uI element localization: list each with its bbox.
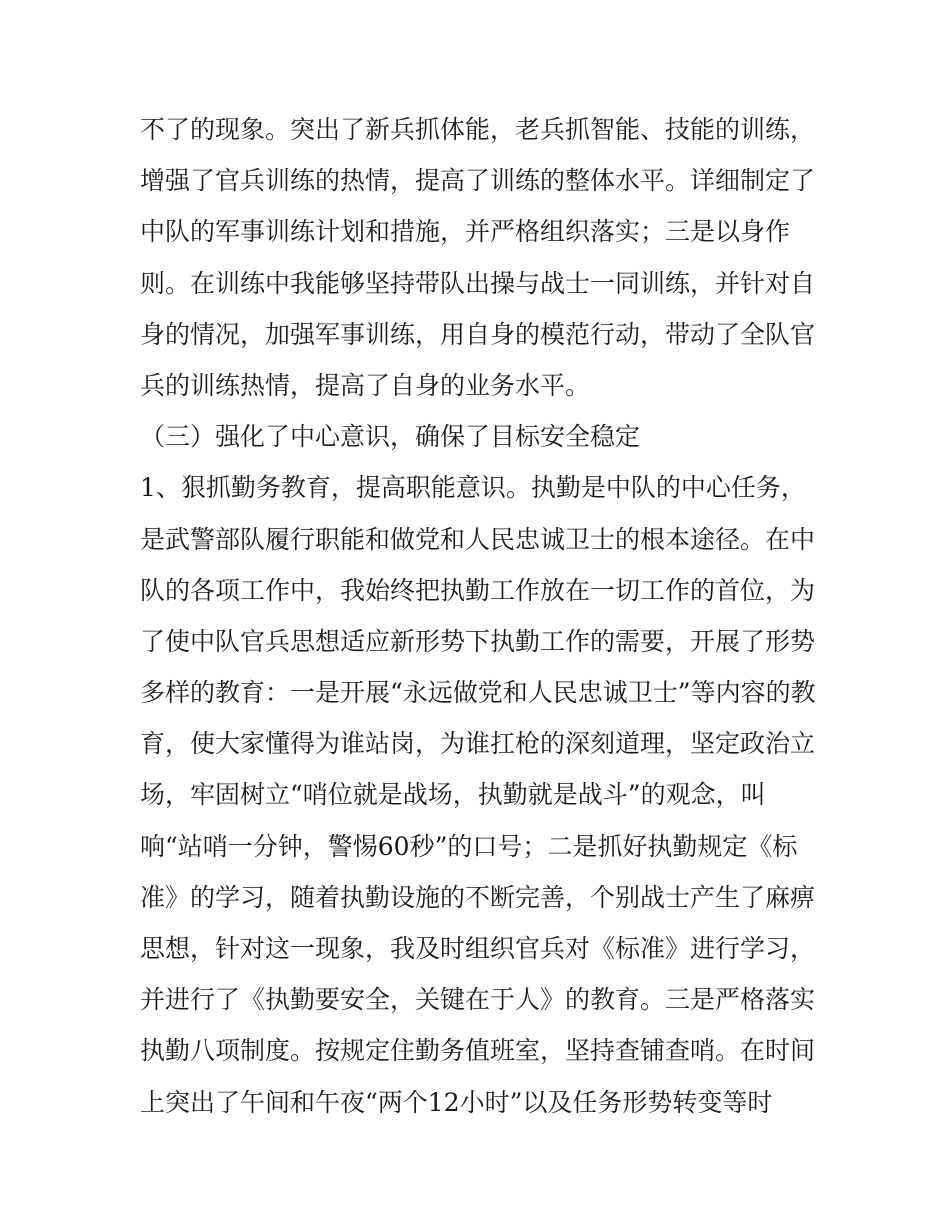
text-line: 中队的军事训练计划和措施，并严格组织落实；三是以身作: [140, 217, 791, 247]
text-line: 思想，针对这一现象，我及时组织官兵对《标准》进行学习，: [140, 934, 816, 963]
document-body: [140, 104, 820, 1128]
text-line: 则。在训练中我能够坚持带队出操与战士一同训练，并针对自: [140, 268, 816, 298]
text-line: 上突出了午间和午夜“两个12小时”以及任务形势转变等时: [140, 1087, 773, 1117]
text-line: 执勤八项制度。按规定住勤务值班室，坚持查铺查哨。在时间: [140, 1036, 816, 1066]
text-line: 增强了官兵训练的热情，提高了训练的整体水平。详细制定了: [140, 166, 816, 196]
text-line: 场，牢固树立“哨位就是战场，执勤就是战斗”的观念，叫: [140, 780, 766, 810]
text-line: 1、狠抓勤务教育，提高职能意识。执勤是中队的中心任务，: [140, 473, 806, 503]
text-line: 不了的现象。突出了新兵抓体能，老兵抓智能、技能的训练，: [140, 115, 816, 144]
text-line: 兵的训练热情，提高了自身的业务水平。: [140, 370, 591, 400]
text-line: 育，使大家懂得为谁站岗，为谁扛枪的深刻道理，坚定政治立: [140, 729, 816, 759]
text-line: 多样的教育：一是开展“永远做党和人民忠诚卫士”等内容的教: [140, 678, 816, 708]
text-line: 并进行了《执勤要安全，关键在于人》的教育。三是严格落实: [140, 985, 816, 1015]
text-line: 准》的学习，随着执勤设施的不断完善，个别战士产生了麻痹: [140, 882, 816, 912]
text-line: 身的情况，加强军事训练，用自身的模范行动，带动了全队官: [140, 319, 816, 349]
text-line: 了使中队官兵思想适应新形势下执勤工作的需要，开展了形势: [140, 626, 816, 656]
section-heading: （三）强化了中心意识，确保了目标安全稳定: [140, 422, 641, 452]
text-line: 响“站哨一分钟，警惕60秒”的口号；二是抓好执勤规定《标: [140, 831, 798, 861]
text-line: 是武警部队履行职能和做党和人民忠诚卫士的根本途径。在中: [140, 524, 816, 554]
text-line: 队的各项工作中，我始终把执勤工作放在一切工作的首位，为: [140, 575, 816, 605]
